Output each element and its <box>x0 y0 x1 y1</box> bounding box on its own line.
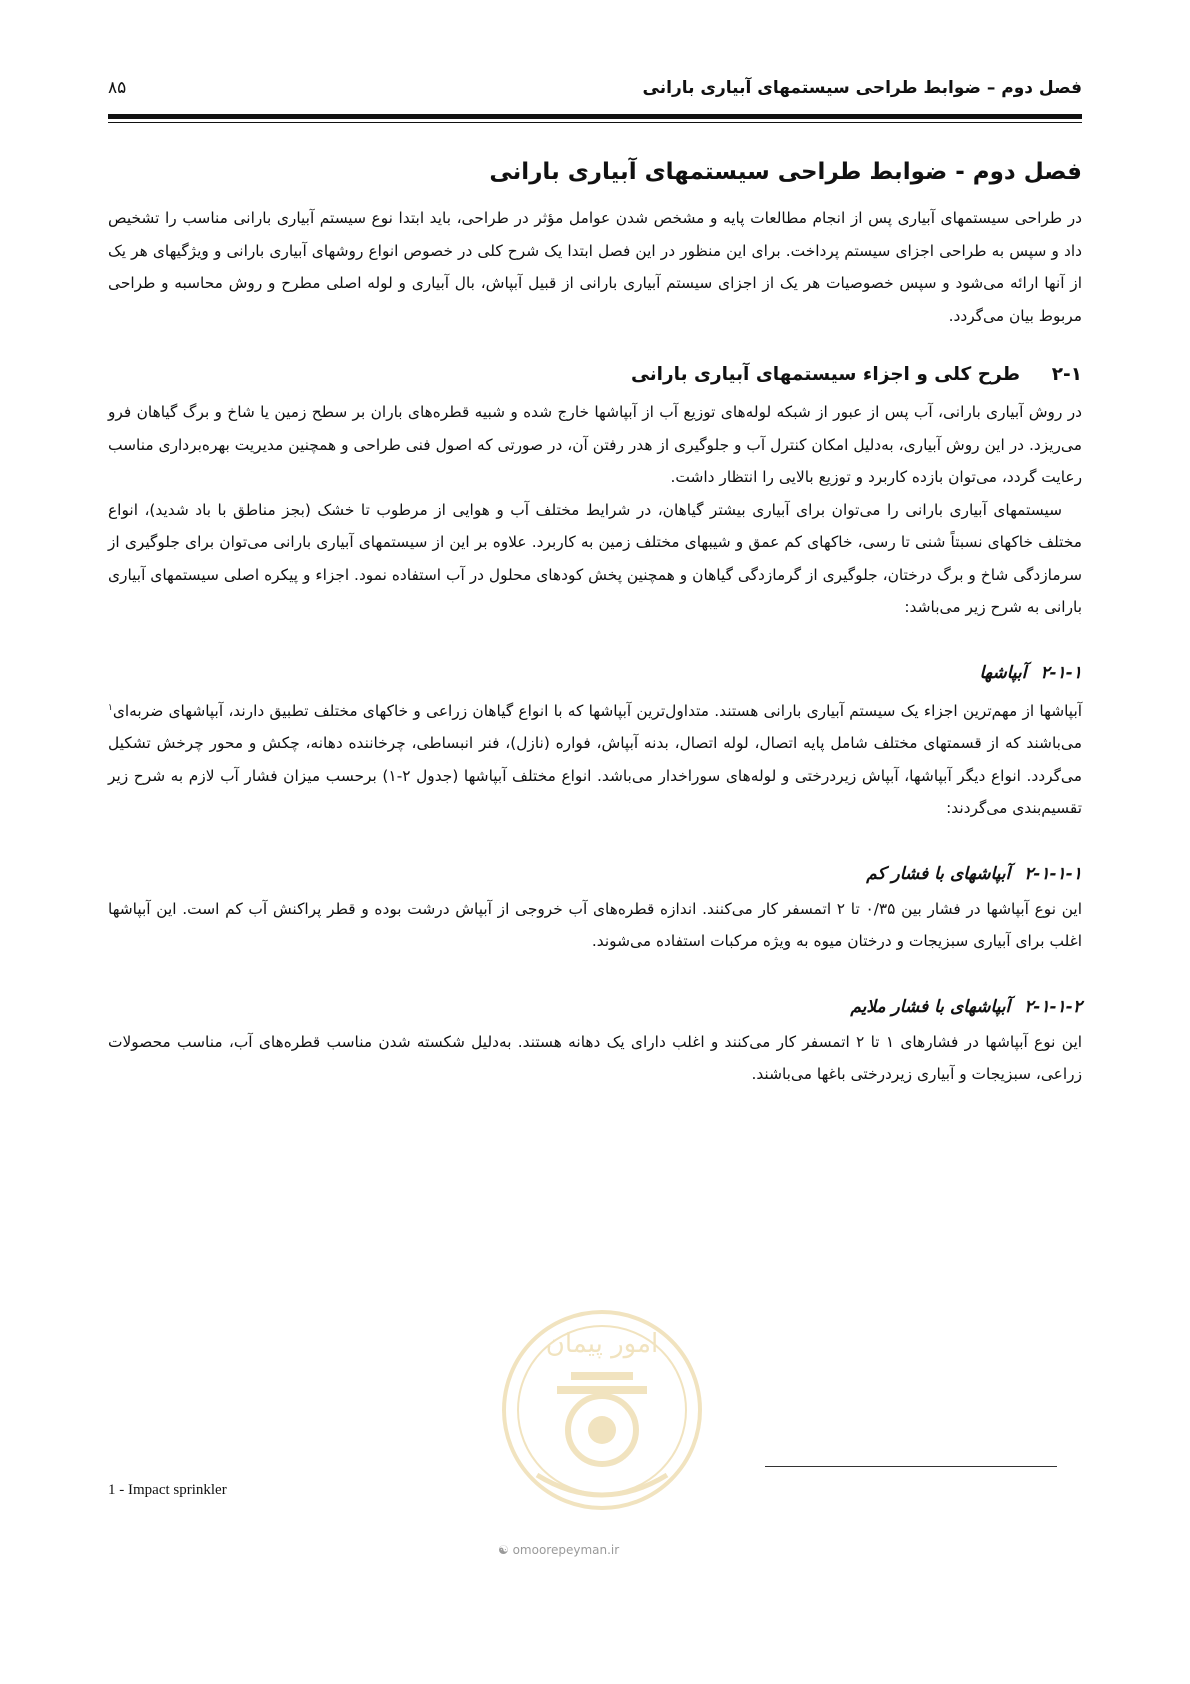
section-number: ۲-۱-۱-۲ <box>1024 996 1082 1017</box>
paragraph-text: می‌باشند که از قسمتهای مختلف شامل پایه اتصال، لوله اتصال، بدنه آبپاش، فواره (نازل)، فنر انبساطی، چرخاننده دهانه، چکش و محور چرخش تشکیل می‌گردد. انواع دیگر آبپاشها، آبپاش زیردرختی و لوله‌های سوراخدار می‌باشد. انواع مختلف آبپاشها (جدول ۲-۱) برحسب میزان فشار آب لازم به شرح زیر تقسیم‌بندی می‌گردند: <box>108 734 1083 818</box>
watermark-logo-text: امور پیمان <box>545 1329 659 1359</box>
section-2-1-paragraph-2: سیستمهای آبیاری بارانی را می‌توان برای آبیاری بیشتر گیاهان، در شرایط مختلف آب و هوایی از مرطوب تا خشک (بجز مناطق با باد شدید)، انواع مختلف خاکهای نسبتاً شنی تا رسی، خاکهای کم عمق و شیبهای مختلف زمین به کاربرد. علاوه بر این از سیستمهای آبیاری بارانی می‌توان برای جلوگیری از سرمازدگی شاخ و برگ درختان، جلوگیری از گرمازدگی گیاهان و همچنین پخش کودهای محلول در آب استفاده نمود. اجزاء و پیکره اصلی سیستمهای آبیاری بارانی به شرح زیر می‌باشد: <box>108 500 1082 616</box>
watermark-url: ☯ omoorepeyman.ir <box>498 1543 620 1557</box>
section-2-1-1-paragraph <box>108 692 1082 825</box>
header-title: فصل دوم – ضوابط طراحی سیستمهای آبیاری بارانی <box>642 78 1082 98</box>
section-title: طرح کلی و اجزاء سیستمهای آبیاری بارانی <box>631 364 1020 385</box>
section-2-1-1-2-paragraph: این نوع آبپاشها در فشارهای ۱ تا ۲ اتمسفر کار می‌کنند و اغلب دارای یک دهانه هستند. به‌دلیل شکسته شدن مناسب قطره‌های آب، مناسب محصولات زراعی، سبزیجات و آبیاری زیردرختی باغها می‌باشند. <box>108 1032 1083 1084</box>
main-content <box>108 152 1082 1091</box>
paragraph-text: آبپاشها از مهم‌ترین اجزاء یک سیستم آبیاری بارانی هستند. متداول‌ترین آبپاشها که با انواع گیاهان زراعی و خاکهای مختلف تطبیق دارند، آبپاشهای ضربه‌ای <box>112 701 1082 720</box>
footnote: 1 - Impact sprinkler <box>108 1482 227 1498</box>
section-title: آبپاشهای با فشار ملایم <box>850 996 1011 1017</box>
chapter-intro-paragraph: در طراحی سیستمهای آبیاری پس از انجام مطالعات پایه و مشخص شدن عوامل مؤثر در طراحی، باید ابتدا نوع سیستم آبیاری بارانی مناسب را تشخیص داد و سپس به طراحی اجزای سیستم پرداخت. برای این منظور در این فصل ابتدا یک شرح کلی در خصوص انواع روشهای آبیاری بارانی و ویژگیهای هر یک از آنها ارائه می‌شود و سپس خصوصیات هر یک از اجزای سیستم آبیاری بارانی از قبیل آبپاش، بال آبیاری و لوله اصلی مطرح و روش محاسبه و طراحی مربوط بیان می‌گردد. <box>108 209 1082 325</box>
watermark-logo-icon <box>497 1300 707 1530</box>
section-heading-2-1-1-1 <box>108 857 1082 891</box>
section-heading-2-1 <box>108 358 1082 392</box>
footnote-marker[interactable]: ۱ <box>108 702 113 713</box>
section-heading-2-1-1-2 <box>108 990 1082 1024</box>
section-2-1-paragraph-1: در روش آبیاری بارانی، آب پس از عبور از شبکه لوله‌های توزیع آب از آبپاشها خارج شده و شبیه قطره‌های باران بر سطح زمین یا شاخ و برگ گیاهان فرو می‌ریزد. در این روش آبیاری، به‌دلیل امکان کنترل آب و جلوگیری از هدر رفتن آن، در صورتی که اصول فنی طراحی و همچنین مدیریت بهره‌برداری مناسب رعایت گردد، می‌توان بازده کاربرد و توزیع بالایی را انتظار داشت. <box>108 403 1082 486</box>
page-number: ۸۵ <box>108 78 127 98</box>
section-2-1-1-1-paragraph: این نوع آبپاشها در فشار بین ۰/۳۵ تا ۲ اتمسفر کار می‌کنند. اندازه قطره‌های آب خروجی از آبپاش درشت بوده و قطر پراکنش آب کم است. این آبپاشها اغلب برای آبیاری سبزیجات و درختان میوه به ویژه مرکبات استفاده می‌شوند. <box>108 899 1082 951</box>
section-number: ۲-۱-۱-۱ <box>1024 863 1082 884</box>
header-rule-thin <box>108 122 1082 123</box>
section-title: آبپاشهای با فشار کم <box>866 863 1011 884</box>
running-header <box>108 78 1082 108</box>
section-title: آبپاشها <box>979 662 1027 683</box>
header-rule-thick <box>108 114 1082 119</box>
footnote-separator <box>765 1466 1057 1467</box>
section-number: ۲-۱ <box>1051 364 1082 385</box>
watermark-url-text: omoorepeyman.ir <box>512 1543 620 1557</box>
chapter-title: فصل دوم - ضوابط طراحی سیستمهای آبیاری بارانی <box>489 159 1082 185</box>
section-number: ۲-۱-۱ <box>1040 662 1082 683</box>
section-heading-2-1-1 <box>108 656 1082 690</box>
